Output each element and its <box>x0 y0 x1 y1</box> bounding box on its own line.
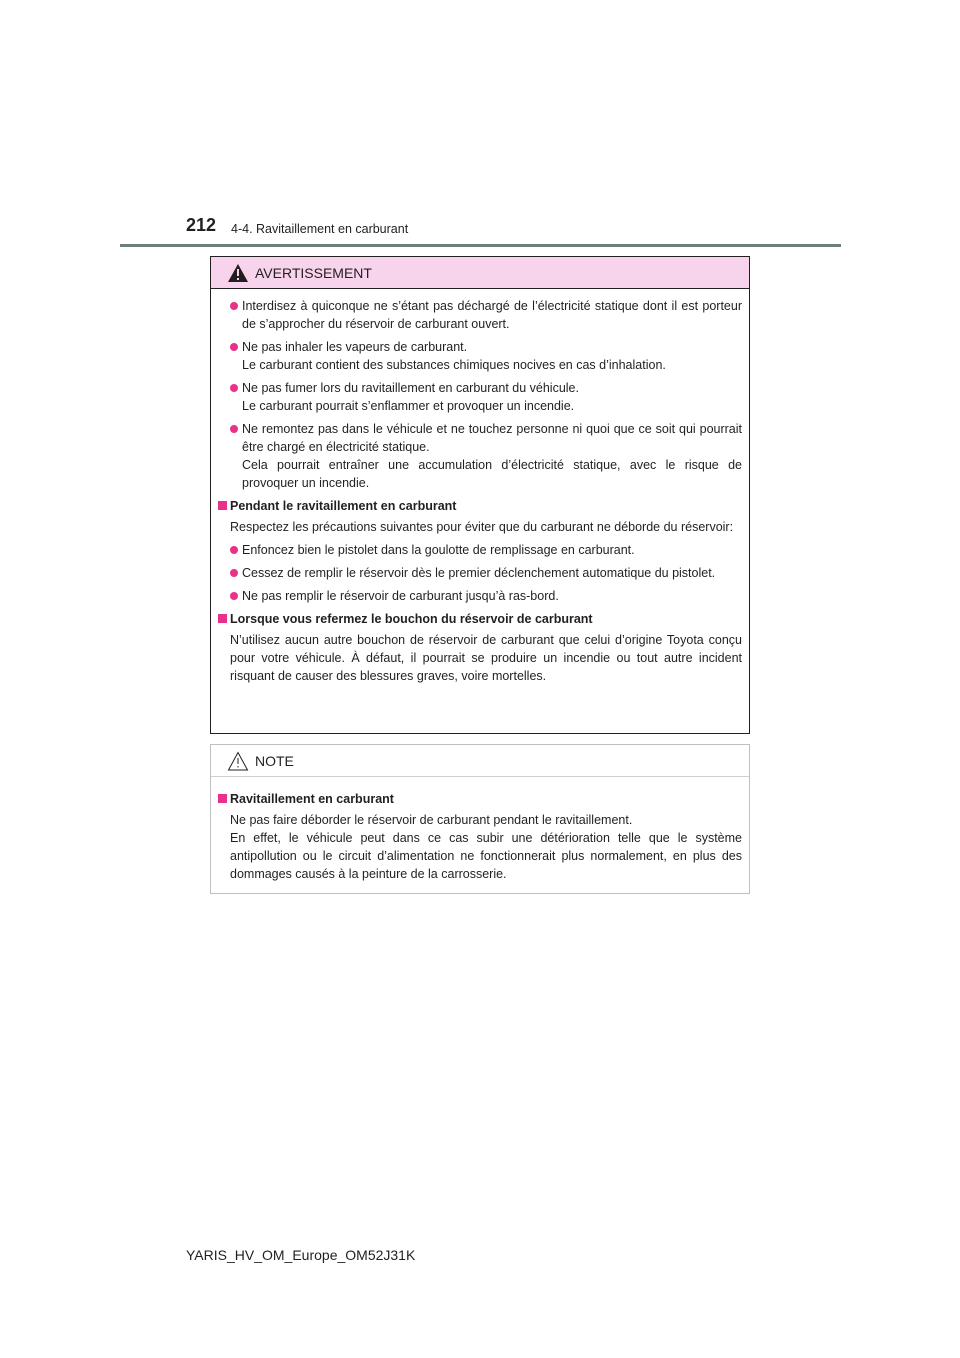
refuel-bullet <box>218 587 742 605</box>
note-title: NOTE <box>255 752 294 769</box>
warning-box <box>210 256 750 734</box>
warning-header <box>211 257 749 289</box>
bullet-text: Le carburant contient des substances chimiques nocives en cas d’inhalation. <box>242 358 666 372</box>
bullet-text: Ne pas fumer lors du ravitaillement en carburant du véhicule. <box>242 381 579 395</box>
note-line: Ne pas faire déborder le réservoir de carburant pendant le ravitaillement. <box>230 813 633 827</box>
bullet-text: Ne pas inhaler les vapeurs de carburant. <box>242 340 468 354</box>
caution-triangle-icon <box>227 751 249 771</box>
note-text <box>218 811 742 883</box>
bullet-text: Interdisez à quiconque ne s’étant pas déchargé de l’électricité statique dont il est porteur de s’approcher du réservoir de carburant ouvert. <box>242 299 742 331</box>
section-heading: Lorsque vous refermez le bouchon du réservoir de carburant <box>218 610 742 628</box>
note-heading: Ravitaillement en carburant <box>218 790 742 808</box>
warning-bullet <box>218 297 742 333</box>
bullet-text: Ne remontez pas dans le véhicule et ne touchez personne ni quoi que ce soit qui pourrait être chargé en électricité statique. <box>242 422 742 454</box>
note-header <box>211 745 749 777</box>
section-title: 4-4. Ravitaillement en carburant <box>231 222 409 236</box>
note-line: En effet, le véhicule peut dans ce cas subir une détérioration telle que le système antipollution ou le circuit d’alimentation ne fonctionnerait plus normalement, en plus des dommages causés à la peinture de la carrosserie. <box>230 831 742 881</box>
warning-title: AVERTISSEMENT <box>255 264 372 281</box>
refuel-bullet <box>218 564 742 582</box>
bullet-text: Enfoncez bien le pistolet dans la goulotte de remplissage en carburant. <box>242 543 635 557</box>
section-text: N’utilisez aucun autre bouchon de réservoir de carburant que celui d’origine Toyota conçu pour votre véhicule. À défaut, il pourrait se produire un incendie ou tout autre incident risquant de causer des blessures graves, voire mortelles. <box>230 633 742 683</box>
refuel-bullet <box>218 541 742 559</box>
warning-bullet <box>218 379 742 415</box>
bullet-text: Cessez de remplir le réservoir dès le premier déclenchement automatique du pistolet. <box>242 566 716 580</box>
header-rule <box>120 244 841 247</box>
bullet-text: Cela pourrait entraîner une accumulation d’électricité statique, avec le risque de provoquer un incendie. <box>242 458 742 490</box>
warning-bullet <box>218 338 742 374</box>
warning-triangle-icon <box>227 263 249 283</box>
document-code: YARIS_HV_OM_Europe_OM52J31K <box>186 1247 416 1263</box>
page-number: 212 <box>186 215 217 235</box>
note-box <box>210 744 750 894</box>
bullet-text: Le carburant pourrait s’enflammer et provoquer un incendie. <box>242 399 575 413</box>
bullet-text: Ne pas remplir le réservoir de carburant jusqu’à ras-bord. <box>242 589 559 603</box>
warning-bullet <box>218 420 742 492</box>
section-heading: Pendant le ravitaillement en carburant <box>218 497 742 515</box>
section-intro: Respectez les précautions suivantes pour éviter que du carburant ne déborde du réservoir: <box>230 520 734 534</box>
